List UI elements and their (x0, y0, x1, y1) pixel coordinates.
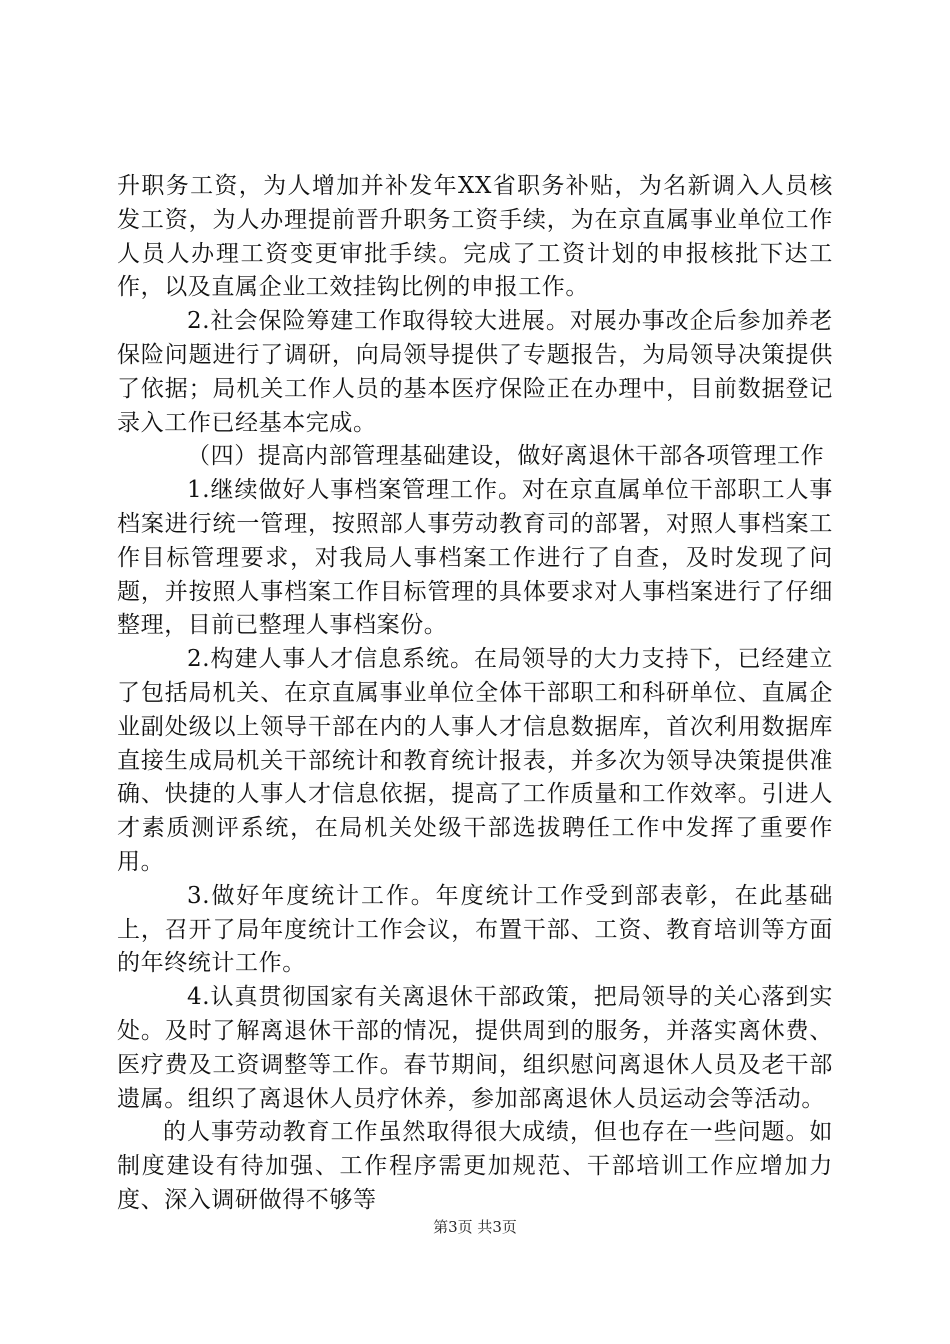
paragraph-retired-cadres: 4.认真贯彻国家有关离退休干部政策，把局领导的关心落到实处。及时了解离退休干部的情况，提供周到的服务，并落实离休费、医疗费及工资调整等工作。春节期间，组织慰问离退休人员及老干部遗属。组织了离退休人员疗休养，参加部离退休人员运动会等活动。 (117, 984, 833, 1112)
section-heading-four: （四）提高内部管理基础建设，做好离退休干部各项管理工作 (187, 443, 825, 470)
paragraph-social-insurance: 2.社会保险筹建工作取得较大进展。对展办事改企后参加养老保险问题进行了调研，向局领导提供了专题报告，为局领导决策提供了依据；局机关工作人员的基本医疗保险正在办理中，目前数据登记录入工作已经基本完成。 (117, 308, 833, 436)
paragraph-salary-continued: 升职务工资，为人增加并补发年XX省职务补贴，为名新调入人员核发工资，为人办理提前晋升职务工资手续，为在京直属事业单位工作人员人办理工资变更审批手续。完成了工资计划的申报核批下达工作，以及直属企业工效挂钩比例的申报工作。 (117, 173, 833, 301)
paragraph-talent-information-system: 2.构建人事人才信息系统。在局领导的大力支持下，已经建立了包括局机关、在京直属事业单位全体干部职工和科研单位、直属企业副处级以上领导干部在内的人事人才信息数据库，首次利用数据库直接生成局机关干部统计和教育统计报表，并多次为领导决策提供准确、快捷的人事人才信息依据，提高了工作质量和工作效率。引进人才素质测评系统，在局机关处级干部选拔聘任工作中发挥了重要作用。 (117, 646, 833, 875)
paragraph-problems-summary: 的人事劳动教育工作虽然取得很大成绩，但也存在一些问题。如制度建设有待加强、工作程序需更加规范、干部培训工作应增加力度、深入调研做得不够等 (117, 1119, 833, 1213)
paragraph-annual-statistics: 3.做好年度统计工作。年度统计工作受到部表彰，在此基础上，召开了局年度统计工作会议，布置干部、工资、教育培训等方面的年终统计工作。 (117, 882, 833, 977)
page-number-footer: 第3页 共3页 (433, 1218, 517, 1236)
paragraph-personnel-archives: 1.继续做好人事档案管理工作。对在京直属单位干部职工人事档案进行统一管理，按照部人事劳动教育司的部署，对照人事档案工作目标管理要求，对我局人事档案工作进行了自查，及时发现了问题，并按照人事档案工作目标管理的具体要求对人事档案进行了仔细整理，目前已整理人事档案份。 (117, 477, 833, 639)
document-body (117, 170, 833, 1218)
